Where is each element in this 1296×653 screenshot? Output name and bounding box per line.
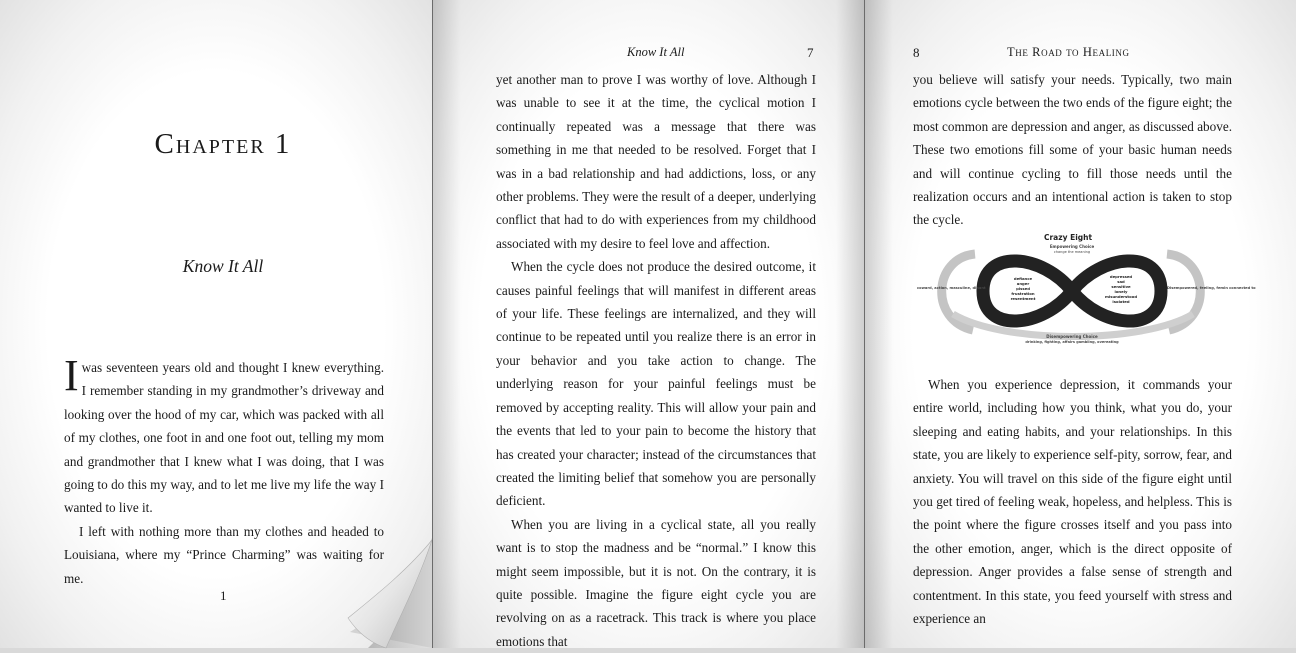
- gutter-shadow: [433, 0, 461, 648]
- page-number-1: 1: [220, 588, 227, 603]
- page-1-para-2: I left with nothing more than my clothes and headed to Louisiana, where my “Prince Charming” was waiting for me.: [64, 523, 384, 586]
- diagram-bottom-label-2: drinking, fighting, affairs gambling, overeating: [1025, 340, 1119, 344]
- outer-right-label: Disempowered, feeling, femin connected to: [1167, 286, 1256, 290]
- page-2-para-1: yet another man to prove I was worthy of love. Although I was unable to see it at the time, the cyclical motion I continually repeated was a message that there was something in me that needed to be resolved. Forget that I was in a bad relationship and had addictions, loss, or any other problems. They were the result of a deeper, underlying conflict that had to do with experiences from my childhood associated with my desire to feel love and affection.: [496, 72, 816, 251]
- crazy-eight-diagram: [913, 232, 1256, 350]
- running-head: Know It All: [627, 45, 685, 59]
- page-1: [0, 0, 432, 648]
- page-2-body: [496, 68, 816, 653]
- page-1-body: [64, 351, 384, 590]
- right-loop-item: isolated: [1112, 299, 1130, 304]
- page-2-para-3: When you are living in a cyclical state, all you really want is to stop the madness and be “normal.” I know this might seem impossible, but it is not. On the contrary, it is quite possible. Imagine the figure eight cycle you are revolving on as a racetrack. This track is where you place emotions that: [496, 516, 816, 649]
- page-3-para-1: you believe will satisfy your needs. Typically, two main emotions cycle between the two ends of the figure eight; the most common are depression and anger, as discussed above. These two emotions fill some of your basic human needs and will continue cycling to fill those needs until the realization occurs and an intentional action is taken to stop the cycle.: [913, 72, 1232, 228]
- left-loop-item: resentment: [1010, 296, 1036, 301]
- drop-cap: I: [64, 351, 79, 400]
- page-2: [433, 0, 864, 648]
- right-loop-item: sad: [1117, 279, 1125, 284]
- page-3-body-top: [913, 68, 1232, 232]
- chapter-title: Chapter 1: [154, 128, 292, 160]
- right-loop-item: depressed: [1109, 274, 1133, 279]
- page-3-body-bottom: [913, 373, 1232, 630]
- page-curl-icon[interactable]: [340, 520, 432, 648]
- diagram-bottom-label-1: Disempowering Choice: [1046, 334, 1098, 339]
- page-number-7: 7: [807, 45, 814, 60]
- left-loop-item: frustration: [1011, 291, 1035, 296]
- running-head: The Road to Healing: [1007, 45, 1130, 59]
- gutter-shadow: [836, 0, 864, 648]
- page-1-para-1: [64, 351, 384, 520]
- right-loop-item: lonely: [1114, 289, 1128, 294]
- page-3: [865, 0, 1296, 648]
- right-loop-item: sensitive: [1111, 284, 1131, 289]
- page-1-para-1-text: was seventeen years old and thought I knew everything. I remember standing in my grandmother’s driveway and looking over the hood of my car, which was packed with all of my clothes, one foot in and one foot out, telling my mom and grandmother that I knew what I was doing, that I was going to do this my way, and to let me live my life the way I wanted to live it.: [64, 360, 384, 516]
- outer-left-label: coward, action, masculine, dinant: [917, 286, 986, 290]
- page-3-para-2: When you experience depression, it commands your entire world, including how you think, what you do, your sleeping and eating habits, and your relationships. In this state, you are likely to experience self-pity, sorrow, fear, and anxiety. You will travel on this side of the figure eight until you get tired of feeling weak, hopeless, and helpless. This is the point where the figure crosses itself and you pass into the other emotion, anger, which is the direct opposite of depression. Anger provides a false sense of strength and contentment. In this state, you feed yourself with stress and experience an: [913, 377, 1232, 627]
- diagram-title: Crazy Eight: [1043, 233, 1093, 242]
- left-loop-item: anger: [1016, 281, 1030, 286]
- page-2-para-2: When the cycle does not produce the desired outcome, it causes painful feelings that will manifest in different areas of your life. These feelings are internalized, and they will continue to be repeated until you realize there is an error in your behavior and you take action to change. The underlying reason for your painful feelings must be removed by accepting reality. This will allow your pain and the events that led to your pain to become the history that has created your character; instead of the circumstances that created the limiting belief that somehow you are personally deficient.: [496, 259, 816, 509]
- left-loop-item: defiance: [1013, 276, 1033, 281]
- left-loop-item: pissed: [1016, 286, 1030, 291]
- diagram-top-label-1: Empowering Choice: [1049, 244, 1095, 249]
- chapter-subtitle: Know It All: [182, 256, 264, 276]
- diagram-top-label-2: change the meaning: [1053, 250, 1091, 254]
- right-loop-item: misunderstood: [1104, 294, 1138, 299]
- gutter-shadow: [865, 0, 893, 648]
- page-number-8: 8: [913, 45, 920, 60]
